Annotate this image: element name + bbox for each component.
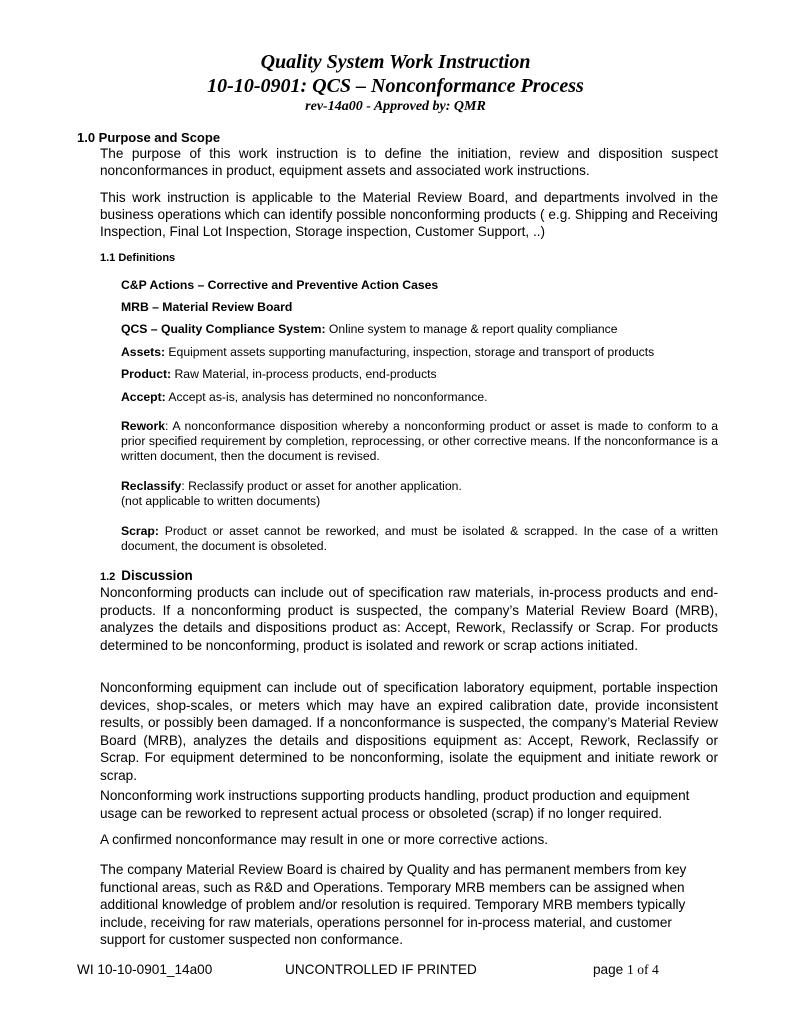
definition-term: Reclassify (121, 479, 182, 493)
page-label: page (593, 962, 628, 977)
discussion-number: 1.2 (100, 571, 116, 583)
definition-item (121, 278, 718, 293)
definition-text: Equipment assets supporting manufacturing, inspection, storage and transport of products (165, 345, 655, 359)
definitions-heading: 1.1 Definitions (100, 252, 176, 264)
discussion-paragraph: Nonconforming work instructions supporting products handling, product production and equipment usage can be reworked to represent actual process or obsoleted (scrap) if no longer required. (100, 788, 690, 821)
definition-item (121, 479, 718, 509)
discussion-paragraph: The company Material Review Board is chaired by Quality and has permanent members from key functional areas, such as R&D and Operations. Temporary MRB members can be assigned when additional knowledge of problem and/or resolution is required. Temporary MRB members typically include, receiving for raw materials, operations personnel for in-process material, and customer support for customer suspected non conformance. (100, 862, 687, 947)
document-title-block (0, 50, 791, 115)
definition-item (121, 322, 718, 337)
definition-text: : A nonconformance disposition whereby a nonconforming product or asset is made to conform to a prior specified requirement by completion, reprocessing, or other corrective means. If the nonconformance is a written document, then the document is revised. (121, 419, 718, 463)
discussion-title: Discussion (121, 568, 193, 583)
definition-item (121, 524, 718, 554)
definition-item (121, 367, 718, 382)
scope-paragraph: This work instruction is applicable to the Material Review Board, and departments involved in the business operations which can identify possible nonconforming products ( e.g. Shipping and Receiving Inspection, Final Lot Inspection, Storage inspection, Customer Support, ..) (100, 190, 718, 239)
definition-term: Accept: (121, 390, 166, 404)
discussion-paragraph: Nonconforming products can include out of specification raw materials, in-process products and end-products. If a nonconforming product is suspected, the company’s Material Review Board (MRB), analyzes the details and dispositions product as: Accept, Rework, Reclassify or Scrap. For products determined to be nonconforming, product is isolated and rework or scrap actions initiated. (100, 585, 718, 653)
definition-note: (not applicable to written documents) (121, 494, 321, 508)
document-subtitle: 10-10-0901: QCS – Nonconformance Process (207, 75, 584, 97)
definition-term: MRB – Material Review Board (121, 300, 293, 314)
discussion-heading (100, 568, 193, 585)
definition-text: Accept as-is, analysis has determined no nonconformance. (165, 390, 488, 404)
definition-text: Online system to manage & report quality compliance (325, 322, 618, 336)
definition-text: : Reclassify product or asset for another application. (181, 479, 462, 493)
definition-text: Raw Material, in-process products, end-products (171, 367, 437, 381)
footer-control-notice: UNCONTROLLED IF PRINTED (285, 962, 477, 977)
document-title: Quality System Work Instruction (260, 51, 531, 73)
discussion-paragraph: A confirmed nonconformance may result in one or more corrective actions. (100, 832, 549, 847)
definition-item (121, 419, 718, 464)
purpose-paragraph: The purpose of this work instruction is to define the initiation, review and disposition suspect nonconformances in product, equipment assets and associated work instructions. (100, 146, 718, 178)
revision-line: rev-14a00 - Approved by: QMR (305, 99, 486, 114)
definition-item (121, 390, 718, 405)
definition-term: QCS – Quality Compliance System: (121, 322, 326, 336)
definition-term: Assets: (121, 345, 166, 359)
definition-term: C&P Actions – Corrective and Preventive Action Cases (121, 278, 439, 292)
definition-term: Scrap: (121, 524, 159, 538)
page-count: 1 of 4 (627, 962, 659, 977)
section-heading-purpose: 1.0 Purpose and Scope (77, 130, 221, 145)
definition-term: Product: (121, 367, 172, 381)
definition-term: Rework (121, 419, 166, 433)
definition-text: Product or asset cannot be reworked, and must be isolated & scrapped. In the case of a written document, the document is obsoleted. (121, 524, 718, 553)
discussion-paragraph: Nonconforming equipment can include out of specification laboratory equipment, portable inspection devices, shop-scales, or meters which may have an expired calibration date, provide inconsistent results, or possibly been damaged. If a nonconformance is suspected, the company’s Material Review Board (MRB), analyzes the details and dispositions equipment as: Accept, Rework, Reclassify or Scrap. For equipment determined to be nonconforming, isolate the equipment and initiate rework or scrap. (100, 680, 718, 783)
definition-item (121, 300, 718, 315)
definition-item (121, 345, 718, 360)
footer-page-number (593, 962, 659, 978)
footer-doc-id: WI 10-10-0901_14a00 (77, 962, 213, 977)
